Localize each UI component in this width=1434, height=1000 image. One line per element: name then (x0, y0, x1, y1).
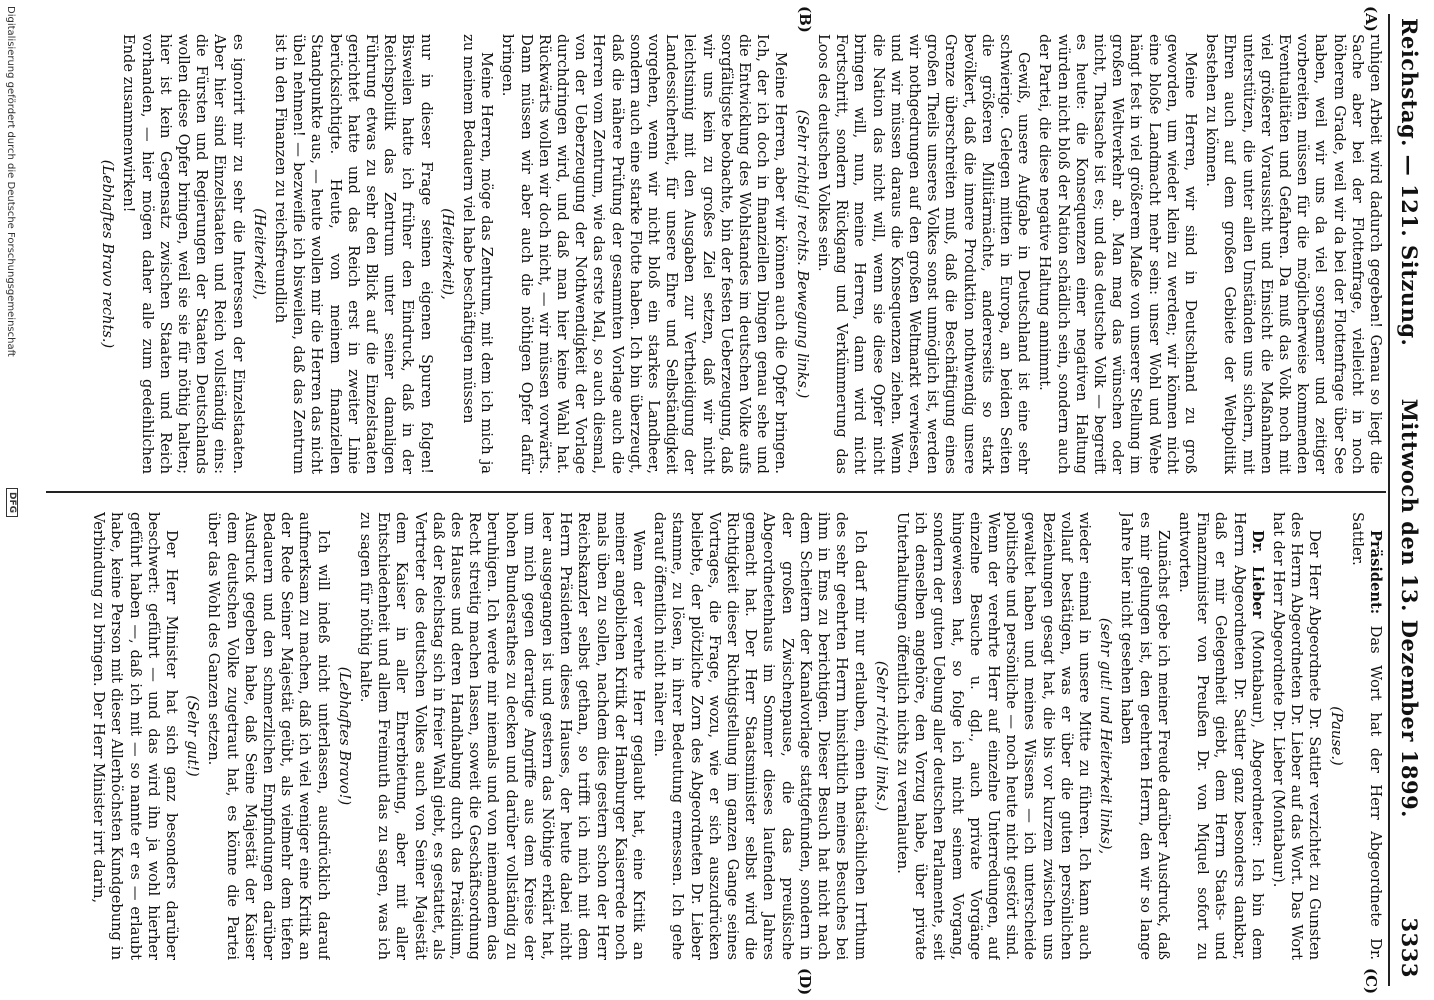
paragraph: Meine Herren, wir sind in Deutschland zu groß geworden, um wieder klein zu werden; wir können nicht eine bloße Landmacht mehr sein: unser Wohl und Wehe hängt fest in viel größerem Maße von unserer Stellung im großen Weltverkehr ab. Man mag das wünschen oder nicht, Thatsache ist es; und das deutsche Volk — begreift es heute: die Konsequenzen einer negativen Haltung würden nicht bloß der Nation schädlich sein, sondern auch der Partei, die diese negative Haltung annimmt. (1036, 34, 1199, 474)
header-left: Reichstag. — 121. Sitzung. (1397, 18, 1422, 347)
running-header (1390, 18, 1430, 978)
audience-reaction: (Lebhaftes Bravo rechts.) (99, 159, 117, 349)
speaker-label: Präsident: (1367, 530, 1384, 615)
margin-marker-c: (C) (1362, 968, 1380, 995)
header-rule (1388, 14, 1390, 986)
paragraph: Ich darf mir nur erlauben, einen thatsächlichen Irrthum des sehr geehrten Herrn hinsichtlich meines Besuches bei ihm in Ems zu berichtigen. Dieser Besuch hat nicht nach dem Scheitern der Kanalvorlage stattgefunden, sondern in der großen Zwischenpause, die das preußische Abgeordnetenhaus im Sommer dieses laufenden Jahres gemacht hat. Der Herr Staatsminister selbst wird die Richtigkeit dieser Richtigstellung im ganzen Gange seines Vortrages, die Frage, wozu, wie er sich auszudrücken beliebte, der plötzliche Zorn des Abgeordneten Dr. Lieber stamme, zu lösen, in ihrer Bedeutung ermessen. Ich gehe darauf öffentlich nicht näher ein. (651, 512, 869, 960)
left-column (74, 34, 1384, 474)
paragraph (1348, 512, 1384, 960)
paragraph: Meine Herren, aber wir können auch die Opfer bringen. Ich, der ich doch in finanziellen Dingen genau sehe und die Entwicklung des Wohlstandes im deutschen Volke aufs sorgfältigste beobachte, bin der festen Ueberzeugung, daß wir uns kein zu großes Ziel setzen, daß wir nicht leichtsinnig mit den Ausgaben zur Vertheidigung der Landessicherheit, für unsere Ehre und Selbständigkeit vorgehen, wenn wir nicht bloß ein starkes Landheer, sondern auch eine starke Flotte haben. Ich bin überzeugt, daß die nähere Prüfung der gesammten Vorlage auch die Herren vom Zentrum, wie das erste Mal, so auch diesmal, von der Ueberzeugung der Nothwendigkeit der Vorlage durchdringen wird, und daß man hier keine Wahl hat. Rückwärts wollen wir doch nicht, — wir müssen vorwärts. Dann müssen wir aber auch die nöthigen Opfer dafür bringen. (499, 34, 790, 474)
audience-reaction: (Sehr richtig! rechts. Bewegung links.) (793, 109, 811, 399)
credit-text: Digitalisierung gefördert durch die Deutsche Forschungsgemeinschaft (5, 6, 16, 357)
audience-reaction: (Heiterkeit), (438, 208, 456, 300)
paragraph: ruhigen Arbeit wird dadurch gegeben! Genau so liegt die Sache aber bei der Flottenfrage, vielleicht in noch höherem Grade, weil wir da bei der Flottenfrage über See haben, weil wir uns da viel sorgsamer und zeitiger vorbereiten müssen für die möglicherweise kommenden Eventualitäten und Gefahren. Da muß das Volk noch mit viel größerer Voraussicht und Einsicht die Maßnahmen unterstützen, die unter allen Umständen uns sichern, mit Ehren auch auf dem großen Gebiete der Weltpolitik bestehen zu können. (1203, 34, 1384, 474)
paragraph: Gewiß, unsere Aufgabe in Deutschland ist eine sehr schwierige. Gelegen mitten in Europa, an beiden Seiten die größeren Militärmächte, andererseits so stark bevölkert, daß die innere Produktion nothwendig unsere Grenze überschreiten muß, daß die Beschäftigung eines großen Theils unseres Volkes sonst unmöglich ist, werden wir nothgedrungen auf den großen Weltmarkt verwiesen, und wir müssen daraus die Konsequenzen ziehen. Wenn die Nation das nicht will, wenn sie diese Opfer nicht bringen will, nun, meine Herren, dann wird nicht Fortschritt, sondern Rückgang und Verkümmerung das Loos des deutschen Volkes sein. (814, 34, 1033, 474)
paragraph: Der Herr Minister hat sich ganz besonders darüber beschwert: geführt — und das wird ihn ja wohl hierher geführt haben —, daß ich mit — so nannte er es — erlaubt habe, keine Person mit dieser Allerhöchsten Kundgebung in Verbindung zu bringen. Der Herr Minister irrt darin, (90, 512, 180, 960)
audience-reaction: (sehr gut! und Heiterkeit links), (1097, 617, 1115, 855)
paragraph: Ich will indeß nicht unterlassen, ausdrücklich darauf aufmerksam zu machen, daß ich viel weniger eine Kritik an der Rede Seiner Majestät geübt, als vielmehr dem tiefen Bedauern und den schmerzlichen Empfindungen darüber Ausdruck gegeben habe, daß Seine Majestät der Kaiser dem deutschen Volke zugetraut hat, es könne die Partei über das Wohl des Ganzen setzen. (205, 512, 332, 960)
right-column (74, 512, 1384, 960)
audience-reaction: (Sehr richtig! links.) (872, 660, 890, 812)
margin-marker-b: (B) (796, 6, 814, 33)
header-date: Mittwoch den 13. Dezember 1899. (1397, 398, 1422, 818)
speaker-label: Dr. Lieber (1248, 530, 1266, 619)
paragraph-text: Das Wort hat der Herr Abgeordnete Dr. Sattler. (1348, 512, 1384, 960)
paragraph: Der Herr Abgeordnete Dr. Sattler verzichtet zu Gunsten des Herrn Abgeordneten Dr. Lieber auf das Wort. Das Wort hat der Herr Abgeordnete Dr. Lieber (Montabaur). (1269, 512, 1324, 960)
audience-reaction: (Sehr gut!) (184, 695, 202, 777)
paragraph: Meine Herren, möge das Zentrum, mit dem ich mich ja zu meinem Bedauern viel habe beschäftigen müssen (460, 34, 496, 474)
dfg-logo: DFG (6, 488, 18, 517)
margin-marker-a: (A) (1362, 6, 1380, 32)
paragraph-text: (Montabaur), Abgeordneter: Ich bin dem Herrn Abgeordneten Dr. Sattler ganz besonders dankbar, daß er mir Gelegenheit giebt, dem Herrn Staats- und Finanzminister von Preußen Dr. von Miquel sofort zu antworten. (1175, 512, 1266, 960)
audience-reaction: (Lebhaftes Bravo!) (335, 666, 353, 806)
column-divider (46, 491, 1386, 493)
paragraph: wieder einmal in unsere Mitte zu führen. Ich kann auch vollauf bestätigen, was er über die guten persönlichen Beziehungen gesagt hat, die bis vor kurzem zwischen uns gewaltet haben und meines Wissens — ich unterscheide politische und persönliche — noch heute nicht gestört sind. Wenn der verehrte Herr auf einzelne Unterredungen, auf einzelne Besuche u. dgl., auch private Vorgänge hingewiesen hat, so folge ich nicht seinem Vorgang, sondern der guten Uebung aller deutschen Parlamente, seit ich denselben angehöre, den Vorzug habe, über private Unterhaltungen öffentlich nichts zu veranlauten. (893, 512, 1093, 960)
paragraph: es ignorirt mir zu sehr die Interessen der Einzelstaaten. Aber hier sind Einzelstaaten und Reich vollständig eins: die Fürsten und Regierungen der Staaten Deutschlands wollen diese Opfer bringen, weil sie sie für nöthig halten; hier ist kein Gegensatz zwischen Staaten und Reich vorhanden, — hier mögen daher alle zum gedeihlichen Ende zusammenwirken! (120, 34, 247, 474)
paragraph (1175, 512, 1266, 960)
page-number: 3333 (1397, 917, 1422, 978)
audience-reaction: (Pause.) (1327, 706, 1345, 766)
paragraph: Zunächst gebe ich meiner Freude darüber Ausdruck, daß es mir gelungen ist, den geehrten Herrn, den wir so lange Jahre hier nicht gesehen haben (1118, 512, 1172, 960)
audience-reaction: (Heiterkeit), (250, 208, 268, 300)
paragraph: nur in dieser Frage seinen eigenen Spuren folgen! Bisweilen hatte ich früher den Eindruck, daß in der Reichspolitik das Zentrum unter seiner damaligen Führung etwas zu sehr den Blick auf die Einzelstaaten gerichtet hatte und das Reich erst in zweiter Linie berücksichtigte. Heute, von meinem finanziellen Standpunkte aus, — heute wollen mir die Herren das nicht übel nehmen! — bezweifle ich bisweilen, daß das Zentrum ist in den Finanzen zu reichsfreundlich (272, 34, 435, 474)
margin-marker-d: (D) (796, 968, 814, 996)
paragraph: Wenn der verehrte Herr geglaubt hat, eine Kritik an meiner angeblichen Kritik der Hamburger Kaiserrede noch mals üben zu sollen, nachdem dies gestern schon der Herr Reichskanzler selbst gethan, so trifft ich mich mit dem Herrn Präsidenten dieses Hauses, der heute dabei nicht leer ausgegangen ist und gestern das Nöthige erklärt hat, um mich gegen derartige Angriffe aus dem Kreise der hohen Bundesrathes zu decken und darüber vollständig zu beruhigen. Ich werde mir niemals und von niemandem das Recht streitig machen lassen, soweit die Geschäftsordnung des Hauses und deren Handhabung durch das Präsidium, daß der Reichstag sich in freier Wahl giebt, es gestattet, als Vertreter des deutschen Volkes auch von Seiner Majestät dem Kaiser in aller Ehrerbietung, aber mit aller Entschiedenheit und allem Freimuth das zu sagen, was ich zu sagen für nöthig halte. (357, 512, 648, 960)
